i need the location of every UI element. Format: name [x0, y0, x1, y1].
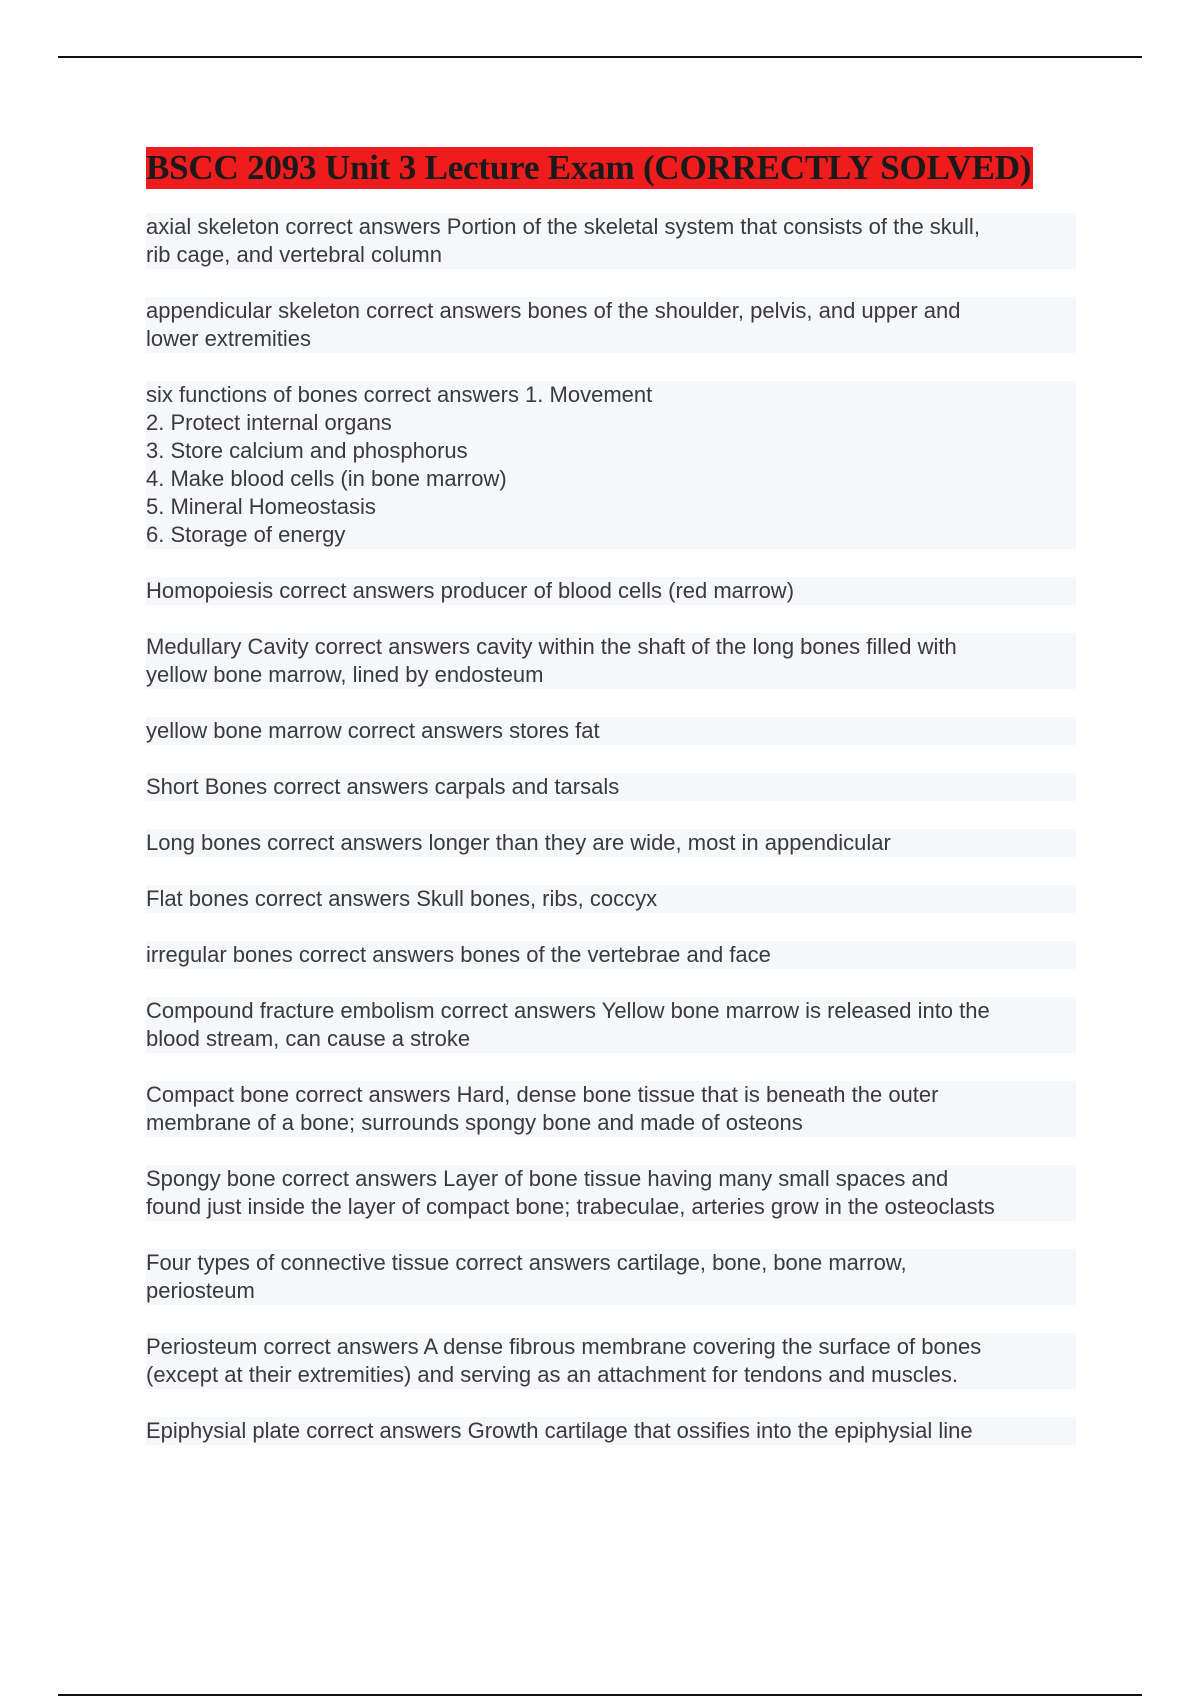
flashcard-entry [146, 717, 1076, 745]
entry-line: 2. Protect internal organs [146, 410, 392, 435]
entry-line: Periosteum correct answers A dense fibrous membrane covering the surface of bones [146, 1334, 982, 1359]
entry-line: Long bones correct answers longer than they are wide, most in appendicular [146, 830, 891, 855]
flashcard-entry [146, 633, 1076, 689]
flashcard-entry [146, 1165, 1076, 1221]
entry-line: membrane of a bone; surrounds spongy bone and made of osteons [146, 1110, 803, 1135]
entry-line: Compound fracture embolism correct answers Yellow bone marrow is released into the [146, 998, 990, 1023]
entry-line: periosteum [146, 1278, 255, 1303]
top-rule [58, 56, 1142, 58]
flashcard-entry [146, 577, 1076, 605]
entry-line: 4. Make blood cells (in bone marrow) [146, 466, 507, 491]
flashcard-entry [146, 885, 1076, 913]
entry-line: yellow bone marrow, lined by endosteum [146, 662, 544, 687]
entry-line: Epiphysial plate correct answers Growth cartilage that ossifies into the epiphysial line [146, 1418, 973, 1443]
flashcard-entry [146, 297, 1076, 353]
entry-line: rib cage, and vertebral column [146, 242, 442, 267]
flashcard-entry [146, 1081, 1076, 1137]
entry-line: Spongy bone correct answers Layer of bone tissue having many small spaces and [146, 1166, 949, 1191]
entry-list [146, 213, 1076, 1445]
entry-line: six functions of bones correct answers 1. Movement [146, 382, 653, 407]
entry-line: axial skeleton correct answers Portion of the skeletal system that consists of the skull, [146, 214, 980, 239]
flashcard-entry [146, 213, 1076, 269]
entry-line: 3. Store calcium and phosphorus [146, 438, 468, 463]
entry-line: 5. Mineral Homeostasis [146, 494, 376, 519]
entry-line: Flat bones correct answers Skull bones, ribs, coccyx [146, 886, 658, 911]
entry-line: yellow bone marrow correct answers stores fat [146, 718, 600, 743]
document-body [146, 147, 1076, 1473]
bottom-rule [58, 1694, 1142, 1696]
document-title: BSCC 2093 Unit 3 Lecture Exam (CORRECTLY SOLVED) [146, 148, 1032, 187]
entry-line: blood stream, can cause a stroke [146, 1026, 471, 1051]
flashcard-entry [146, 1249, 1076, 1305]
flashcard-entry [146, 1333, 1076, 1389]
entry-line: Four types of connective tissue correct answers cartilage, bone, bone marrow, [146, 1250, 907, 1275]
entry-line: Homopoiesis correct answers producer of blood cells (red marrow) [146, 578, 795, 603]
flashcard-entry [146, 997, 1076, 1053]
entry-line: appendicular skeleton correct answers bones of the shoulder, pelvis, and upper and [146, 298, 961, 323]
entry-line: Compact bone correct answers Hard, dense bone tissue that is beneath the outer [146, 1082, 939, 1107]
entry-line: irregular bones correct answers bones of the vertebrae and face [146, 942, 771, 967]
entry-line: found just inside the layer of compact bone; trabeculae, arteries grow in the osteoclasts [146, 1194, 995, 1219]
entry-line: 6. Storage of energy [146, 522, 346, 547]
flashcard-entry [146, 381, 1076, 549]
entry-line: (except at their extremities) and serving as an attachment for tendons and muscles. [146, 1362, 958, 1387]
entry-line: Short Bones correct answers carpals and tarsals [146, 774, 620, 799]
entry-line: lower extremities [146, 326, 312, 351]
flashcard-entry [146, 941, 1076, 969]
entry-line: Medullary Cavity correct answers cavity within the shaft of the long bones filled with [146, 634, 957, 659]
flashcard-entry [146, 829, 1076, 857]
flashcard-entry [146, 1417, 1076, 1445]
flashcard-entry [146, 773, 1076, 801]
